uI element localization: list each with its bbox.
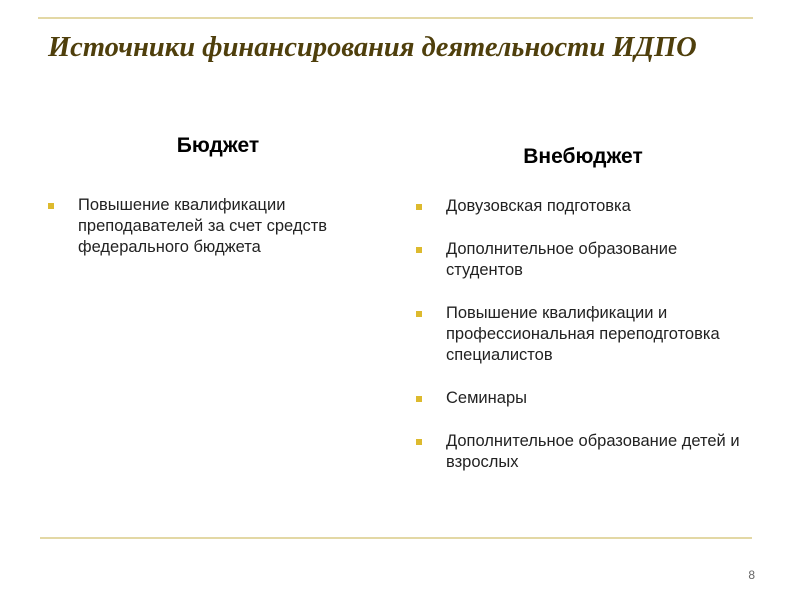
list-item — [416, 196, 746, 217]
list-item — [416, 239, 746, 281]
slide-title: Источники финансирования деятельности ИДПО — [48, 32, 697, 63]
list-item — [416, 388, 746, 409]
page-number: 8 — [748, 568, 755, 582]
list-item-text: Повышение квалификации преподавателей за счет средств федерального бюджета — [78, 196, 328, 256]
budget-list — [48, 195, 388, 280]
square-bullet-icon — [416, 396, 422, 402]
square-bullet-icon — [48, 203, 54, 209]
square-bullet-icon — [416, 439, 422, 445]
list-item — [416, 431, 746, 473]
list-item-text: Повышение квалификации и профессиональная переподготовка специалистов — [446, 304, 720, 364]
list-item-text: Дополнительное образование студентов — [446, 240, 678, 279]
square-bullet-icon — [416, 311, 422, 317]
list-item — [416, 303, 746, 366]
square-bullet-icon — [416, 204, 422, 210]
bottom-divider — [40, 537, 752, 539]
square-bullet-icon — [416, 247, 422, 253]
list-item-text: Дополнительное образование детей и взрослых — [446, 432, 740, 471]
list-item-text: Довузовская подготовка — [446, 197, 631, 215]
list-item-text: Семинары — [446, 389, 527, 407]
top-divider — [38, 17, 753, 19]
budget-heading: Бюджет — [176, 134, 260, 157]
extrabudget-list — [416, 196, 746, 495]
list-item — [48, 195, 388, 258]
extrabudget-heading: Внебюджет — [523, 145, 643, 168]
